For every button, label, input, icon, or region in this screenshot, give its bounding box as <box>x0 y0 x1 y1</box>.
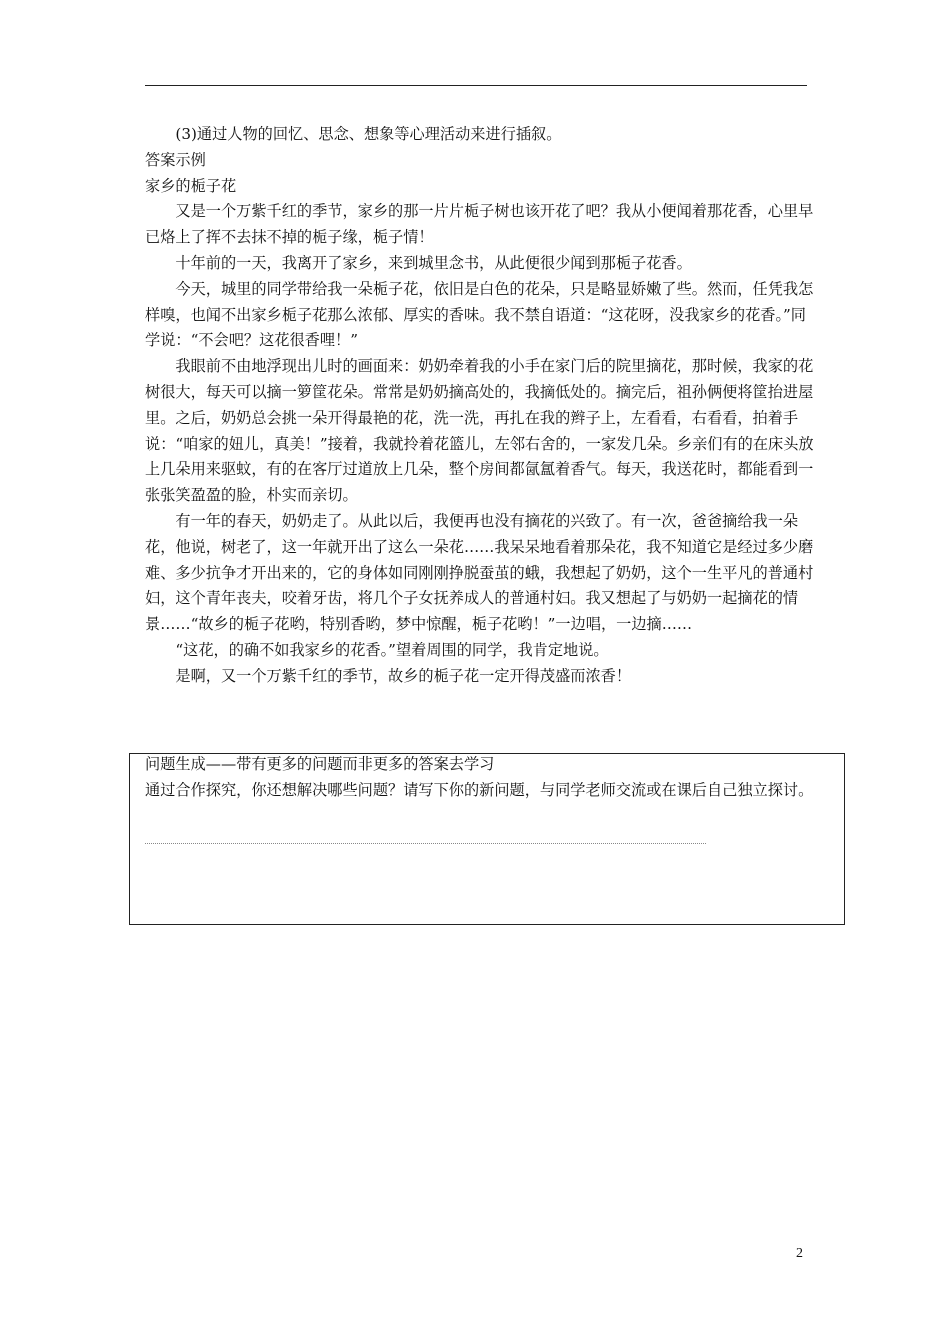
paragraph-note-3: (3)通过人物的回忆、思念、想象等心理活动来进行插叙。 <box>175 125 562 143</box>
essay-title: 家乡的栀子花 <box>145 176 237 195</box>
essay-paragraph: 又是一个万紫千红的季节，家乡的那一片片栀子树也该开花了吧？我从小便闻着那花香，心里早已烙上了挥不去抹不掉的栀子缘，栀子情！ <box>145 202 814 247</box>
header-rule <box>145 85 807 86</box>
answer-example-label: 答案示例 <box>145 150 206 169</box>
answer-line[interactable] <box>145 843 706 844</box>
essay-paragraph: “这花，的确不如我家乡的花香。”望着周围的同学，我肯定地说。 <box>175 640 609 659</box>
box-instruction: 通过合作探究，你还想解决哪些问题？请写下你的新问题，与同学老师交流或在课后自己独立探讨。 <box>145 780 814 799</box>
document-body <box>145 122 815 690</box>
question-generation-box <box>129 753 845 925</box>
essay-paragraph: 是啊，又一个万紫千红的季节，故乡的栀子花一定开得茂盛而浓香！ <box>175 666 632 685</box>
essay-paragraph: 我眼前不由地浮现出儿时的画面来：奶奶牵着我的小手在家门后的院里摘花，那时候，我家的花树很大，每天可以摘一箩筐花朵。常常是奶奶摘高处的，我摘低处的。摘完后，祖孙俩便将筐抬进屋里。之后，奶奶总会挑一朵开得最艳的花，洗一洗，再扎在我的辫子上，左看看，右看看，拍着手说：“咱家的妞儿，真美！”接着，我就拎着花篮儿，左邻右舍的，一家发几朵。乡亲们有的在床头放上几朵用来驱蚊，有的在客厅过道放上几朵，整个房间都氤氲着香气。每天，我送花时，都能看到一张张笑盈盈的脸，朴实而亲切。 <box>145 357 814 505</box>
essay-paragraph: 有一年的春天，奶奶走了。从此以后，我便再也没有摘花的兴致了。有一次，爸爸摘给我一朵花，他说，树老了，这一年就开出了这么一朵花……我呆呆地看着那朵花，我不知道它是经过多少磨难、多少抗争才开出来的，它的身体如同刚刚挣脱蚕茧的蛾，我想起了奶奶，这个一生平凡的普通村妇，这个青年丧夫，咬着牙齿，将几个子女抚养成人的普通村妇。我又想起了与奶奶一起摘花的情景……“故乡的栀子花哟，特别香哟，梦中惊醒，栀子花哟！”一边唱，一边摘…… <box>145 511 814 634</box>
essay-paragraph: 今天，城里的同学带给我一朵栀子花，依旧是白色的花朵，只是略显娇嫩了些。然而，任凭我怎样嗅，也闻不出家乡栀子花那么浓郁、厚实的香味。我不禁自语道：“这花呀，没我家乡的花香。”同学说：“不会吧？这花很香哩！” <box>145 279 814 350</box>
essay-paragraph: 十年前的一天，我离开了家乡，来到城里念书，从此便很少闻到那栀子花香。 <box>175 253 692 272</box>
box-title: 问题生成——带有更多的问题而非更多的答案去学习 <box>145 755 495 773</box>
page-number: 2 <box>796 1246 803 1261</box>
